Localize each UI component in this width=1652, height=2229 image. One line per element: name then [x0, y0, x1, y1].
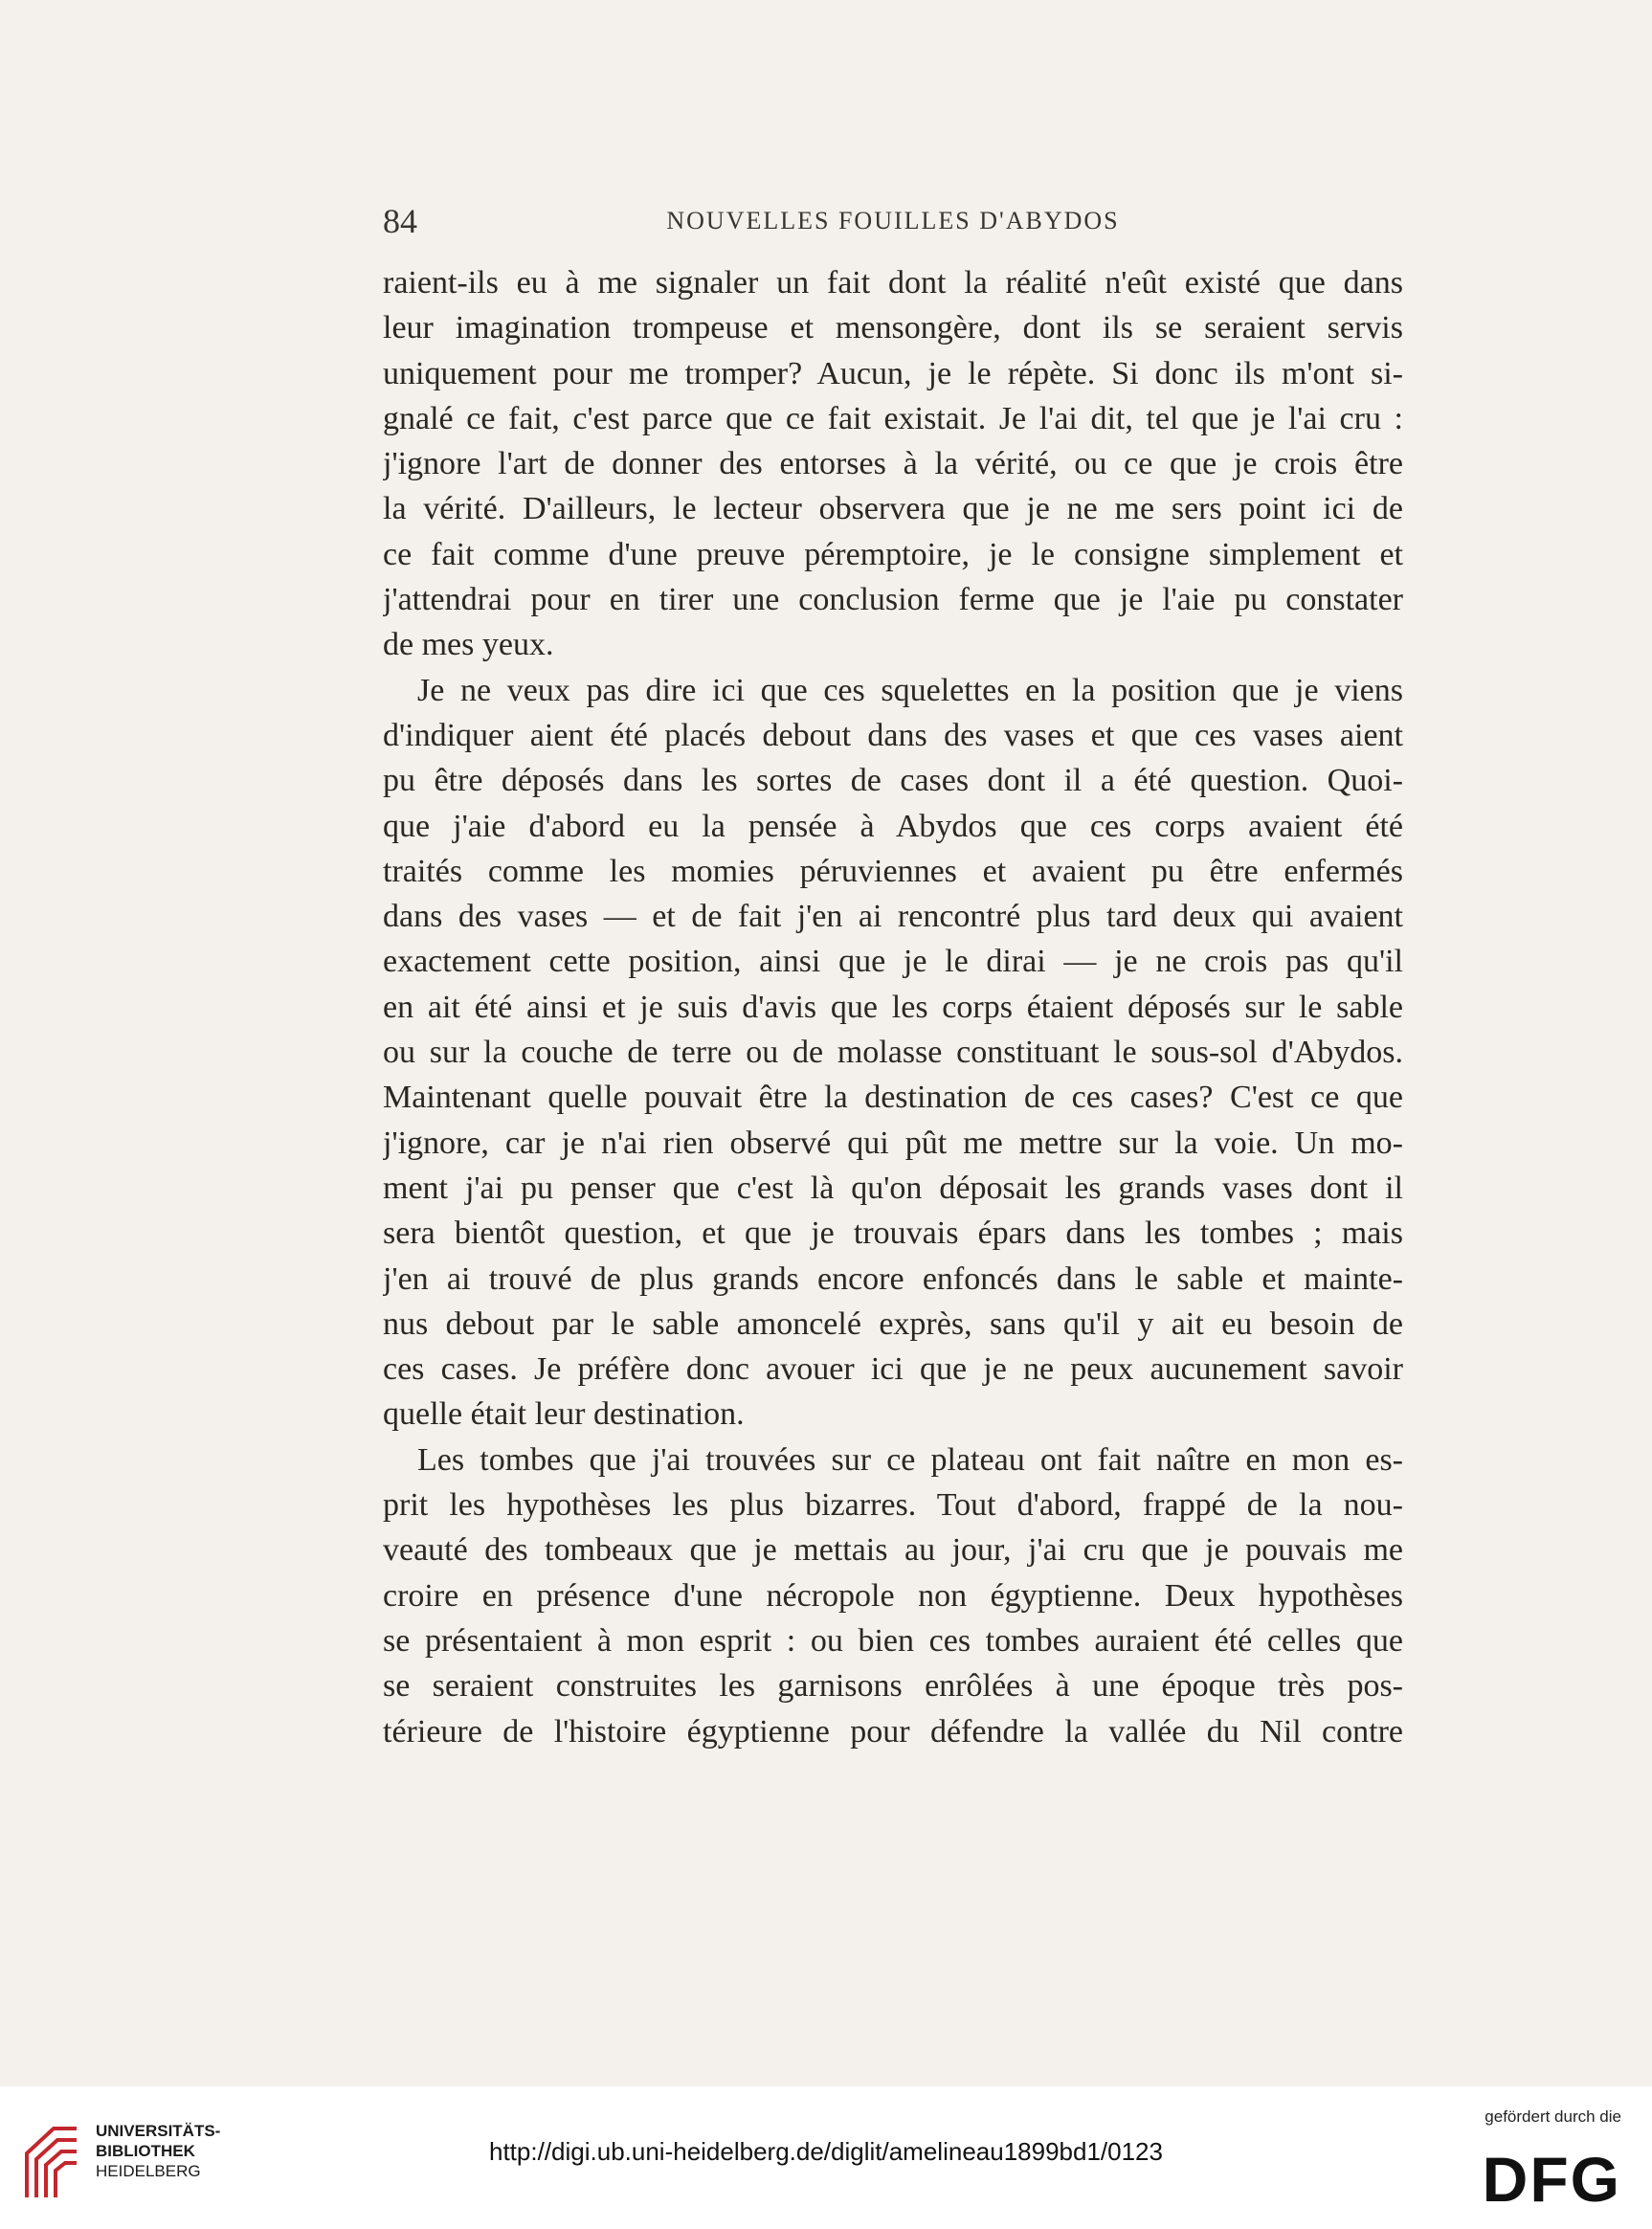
text-line: en ait été ainsi et je suis d'avis que les corps étaient déposés sur le sable	[383, 989, 1403, 1025]
text-line: d'indiquer aient été placés debout dans des vases et que ces vases aient	[383, 717, 1403, 753]
text-line: traités comme les momies péruviennes et avaient pu être enfermés	[383, 853, 1403, 889]
page-number: 84	[383, 202, 417, 240]
funding-caption: gefördert durch die	[1485, 2107, 1621, 2126]
text-line: j'en ai trouvé de plus grands encore enfoncés dans le sable et mainte-	[383, 1260, 1403, 1297]
library-name-line: UNIVERSITÄTS-	[96, 2122, 221, 2140]
text-line: sera bientôt question, et que je trouvais épars dans les tombes ; mais	[383, 1215, 1403, 1252]
text-line: nus debout par le sable amoncelé exprès, sans qu'il y ait eu besoin de	[383, 1305, 1403, 1342]
text-line: térieure de l'histoire égyptienne pour défendre la vallée du Nil contre	[383, 1713, 1403, 1750]
text-line: quelle était leur destination.	[383, 1396, 745, 1433]
library-name-line: HEIDELBERG	[96, 2162, 201, 2180]
text-line: j'attendrai pour en tirer une conclusion ferme que je l'aie pu constater	[383, 582, 1403, 618]
text-line: leur imagination trompeuse et mensongère, dont ils se seraient servis	[383, 310, 1403, 346]
text-line: Je ne veux pas dire ici que ces squelettes en la position que je viens	[417, 672, 1403, 708]
text-line: ou sur la couche de terre ou de molasse constituant le sous-sol d'Abydos.	[383, 1035, 1403, 1071]
text-line: se seraient construites les garnisons enrôlées à une époque très pos-	[383, 1668, 1403, 1705]
text-line: Les tombes que j'ai trouvées sur ce plateau ont fait naître en mon es-	[417, 1441, 1403, 1478]
text-line: se présentaient à mon esprit : ou bien ces tombes auraient été celles que	[383, 1622, 1403, 1659]
text-line: prit les hypothèses les plus bizarres. Tout d'abord, frappé de la nou-	[383, 1487, 1403, 1524]
text-line: croire en présence d'une nécropole non égyptienne. Deux hypothèses	[383, 1577, 1403, 1614]
text-line: pu être déposés dans les sortes de cases dont il a été question. Quoi-	[383, 763, 1403, 799]
text-line: uniquement pour me tromper? Aucun, je le répète. Si donc ils m'ont si-	[383, 355, 1403, 391]
text-line: ment j'ai pu penser que c'est là qu'on déposait les grands vases dont il	[383, 1170, 1403, 1206]
footer-bar	[0, 2086, 1652, 2229]
text-line: j'ignore l'art de donner des entorses à la vérité, ou ce que je crois être	[383, 446, 1403, 482]
page-header	[383, 201, 1403, 249]
text-line: Maintenant quelle pouvait être la destination de ces cases? C'est ce que	[383, 1080, 1403, 1116]
text-line: ces cases. Je préfère donc avouer ici que je ne peux aucunement savoir	[383, 1351, 1403, 1388]
running-title: NOUVELLES FOUILLES D'ABYDOS	[666, 207, 1120, 234]
text-line: raient-ils eu à me signaler un fait dont la réalité n'eût existé que dans	[383, 265, 1403, 301]
text-line: la vérité. D'ailleurs, le lecteur observera que je ne me sers point ici de	[383, 491, 1403, 527]
library-name-line: BIBLIOTHEK	[96, 2142, 195, 2160]
body-text	[383, 260, 1403, 1754]
text-line: de mes yeux.	[383, 627, 554, 663]
text-line: exactement cette position, ainsi que je le dirai — je ne crois pas qu'il	[383, 944, 1403, 980]
text-line: j'ignore, car je n'ai rien observé qui pût me mettre sur la voie. Un mo-	[383, 1125, 1403, 1161]
text-line: que j'aie d'abord eu la pensée à Abydos que ces corps avaient été	[383, 808, 1403, 844]
text-line: ce fait comme d'une preuve péremptoire, je le consigne simplement et	[383, 536, 1403, 572]
permalink-url[interactable]: http://digi.ub.uni-heidelberg.de/diglit/amelineau1899bd1/0123	[489, 2137, 1163, 2166]
dfg-logo: DFG	[1482, 2144, 1621, 2215]
text-line: veauté des tombeaux que je mettais au jour, j'ai cru que je pouvais me	[383, 1532, 1403, 1569]
text-line: gnalé ce fait, c'est parce que ce fait existait. Je l'ai dit, tel que je l'ai cru :	[383, 400, 1403, 436]
text-line: dans des vases — et de fait j'en ai rencontré plus tard deux qui avaient	[383, 899, 1403, 935]
